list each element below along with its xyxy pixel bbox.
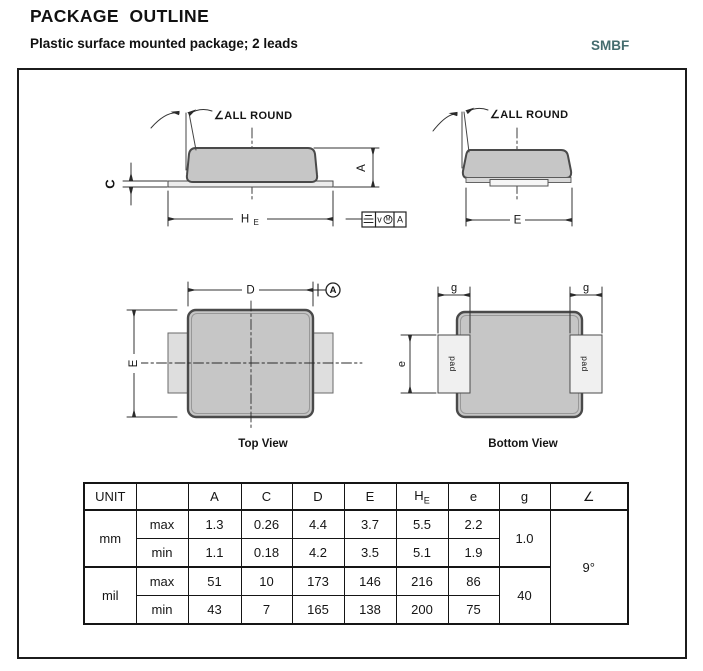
dim-label-g: g [450,282,458,294]
draft-angle-line [464,112,469,152]
value-cell: 146 [344,567,396,596]
row-label: min [136,596,188,625]
bottom-pad-edge [490,180,548,187]
mmc-modifier: M [385,216,391,223]
package-body-side [187,148,317,182]
unit-cell-mm: mm [84,510,136,567]
draft-angle-line [189,113,196,150]
top-view-caption: Top View [238,438,288,450]
value-cell-angle: 9° [550,510,628,624]
value-cell: 75 [448,596,499,625]
dim-label-HE-sub: E [253,218,259,227]
value-cell: 7 [241,596,292,625]
bottom-view [396,282,602,450]
dim-label-e: e [396,360,408,368]
package-code: SMBF [591,38,630,53]
label-mask [233,212,267,225]
value-cell: 0.18 [241,539,292,568]
angle-arc [467,108,488,112]
col-header-g: g [499,483,550,510]
value-cell: 0.26 [241,510,292,539]
pad-label: pad [580,356,590,372]
row-label: min [136,539,188,568]
value-cell: 216 [396,567,448,596]
all-round-label: ∠ALL ROUND [214,110,293,122]
table-header-row [84,483,628,510]
value-cell: 1.9 [448,539,499,568]
datum-feature-frame [346,212,406,227]
side-view-end [433,108,572,226]
dimension-table [83,482,629,625]
value-cell: 1.1 [188,539,241,568]
dim-label-E: E [128,359,140,368]
table-row-mm-max [84,510,628,539]
all-round-label: ∠ALL ROUND [490,109,569,121]
top-view [127,282,362,450]
pad-label: pad [448,356,458,372]
value-cell: 51 [188,567,241,596]
value-cell: 86 [448,567,499,596]
package-body-end [463,150,571,178]
col-header-A: A [188,483,241,510]
table-row-mil-max [84,567,628,596]
dim-label-A: A [356,164,368,172]
bottom-view-caption: Bottom View [488,438,558,450]
dim-label-C: C [102,179,118,189]
dim-label-HE: H [240,213,250,226]
package-body-bottom [457,312,582,417]
col-header-D: D [292,483,344,510]
page-title: PACKAGE OUTLINE [30,6,210,26]
row-label: max [136,510,188,539]
he-sub: E [423,495,430,506]
value-cell: 200 [396,596,448,625]
value-cell: 173 [292,567,344,596]
row-label: max [136,567,188,596]
angle-arc [189,110,212,114]
col-header-unit: UNIT [84,483,136,510]
side-view-front [103,110,407,227]
value-cell-g-mm: 1.0 [499,510,550,567]
col-header-HE [396,483,448,510]
value-cell: 5.5 [396,510,448,539]
dim-label-g: g [582,282,590,294]
dim-label-D: D [246,284,255,297]
value-cell: 43 [188,596,241,625]
value-cell: 3.7 [344,510,396,539]
col-header-angle: ∠ [550,483,628,510]
value-cell: 3.5 [344,539,396,568]
value-cell: 1.3 [188,510,241,539]
unit-cell-mil: mil [84,567,136,624]
value-cell: 165 [292,596,344,625]
frame-datum-ref: A [396,214,404,225]
value-cell: 5.1 [396,539,448,568]
value-cell: 2.2 [448,510,499,539]
datum-callout [313,283,340,297]
value-cell: 138 [344,596,396,625]
value-cell: 10 [241,567,292,596]
page-subtitle: Plastic surface mounted package; 2 leads [30,36,298,51]
col-header-sub [136,483,188,510]
col-header-E: E [344,483,396,510]
value-cell-g-mil: 40 [499,567,550,624]
frame-tolerance: v [377,214,382,225]
col-header-C: C [241,483,292,510]
angle-arc [433,114,457,131]
he-main: H [414,487,424,503]
value-cell: 4.4 [292,510,344,539]
value-cell: 4.2 [292,539,344,568]
package-body-top [188,310,313,417]
datum-label: A [329,284,337,296]
col-header-e: e [448,483,499,510]
dim-label-E: E [513,214,522,227]
angle-arc [151,113,179,128]
